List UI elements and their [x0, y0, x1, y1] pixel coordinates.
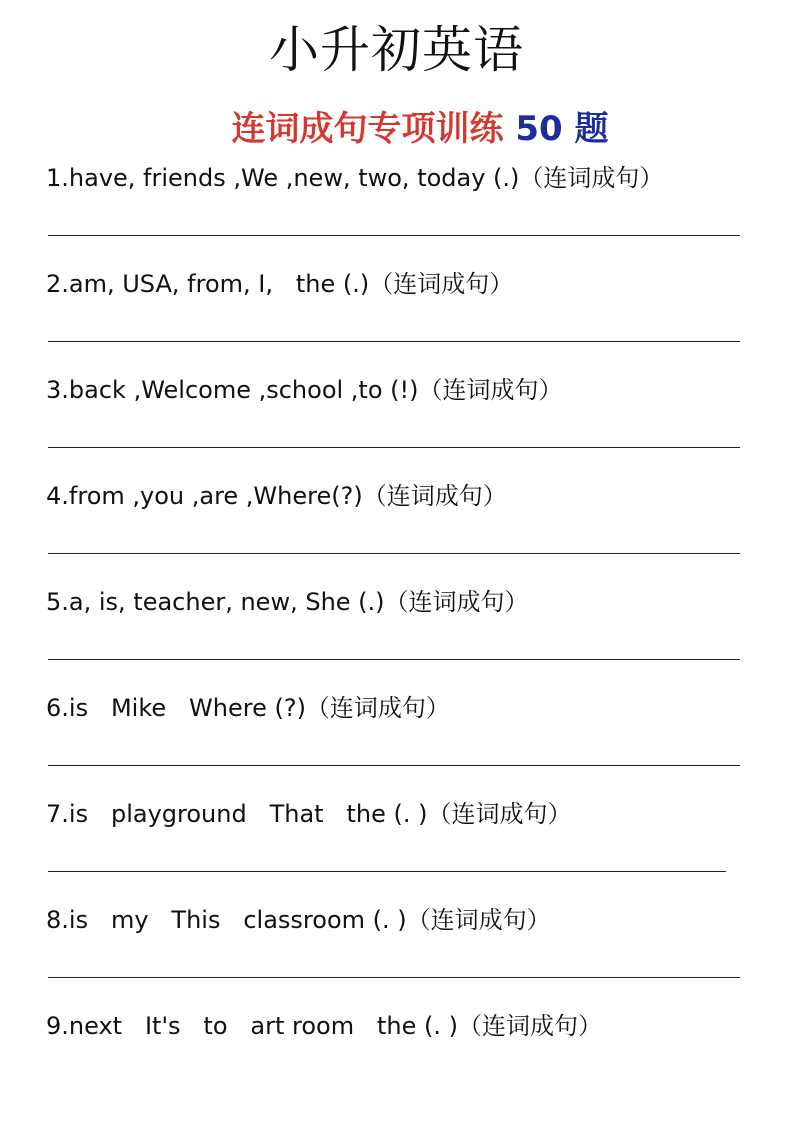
question-item [46, 794, 746, 900]
page-title: 小升初英语 [269, 21, 524, 79]
subtitle-red-text: 连词成句专项训练 [231, 109, 516, 149]
subtitle-blue-text: 50 题 [515, 109, 609, 149]
answer-line[interactable] [48, 235, 740, 236]
question-text: 8.is my This classroom (. )（连词成句） [46, 906, 551, 934]
question-item [46, 900, 746, 1006]
answer-line[interactable] [48, 659, 740, 660]
question-item [46, 370, 746, 476]
answer-line[interactable] [48, 553, 740, 554]
question-list [46, 158, 746, 1112]
question-item [46, 1006, 746, 1112]
question-item [46, 476, 746, 582]
question-text: 2.am, USA, from, I, the (.)（连词成句） [46, 270, 514, 298]
question-text: 5.a, is, teacher, new, She (.)（连词成句） [46, 588, 529, 616]
question-text: 9.next It's to art room the (. )（连词成句） [46, 1012, 602, 1040]
answer-line[interactable] [48, 447, 740, 448]
answer-line[interactable] [48, 977, 740, 978]
question-item [46, 264, 746, 370]
question-text: 6.is Mike Where (?)（连词成句） [46, 694, 450, 722]
question-item [46, 158, 746, 264]
question-text: 7.is playground That the (. )（连词成句） [46, 800, 572, 828]
question-item [46, 688, 746, 794]
answer-line[interactable] [48, 765, 740, 766]
answer-line[interactable] [48, 871, 726, 872]
question-item [46, 582, 746, 688]
question-text: 3.back ,Welcome ,school ,to (!)（连词成句） [46, 376, 563, 404]
question-text: 1.have, friends ,We ,new, two, today (.)（连词成句） [46, 164, 664, 192]
page-subtitle [0, 106, 793, 152]
question-text: 4.from ,you ,are ,Where(?)（连词成句） [46, 482, 507, 510]
answer-line[interactable] [48, 341, 740, 342]
